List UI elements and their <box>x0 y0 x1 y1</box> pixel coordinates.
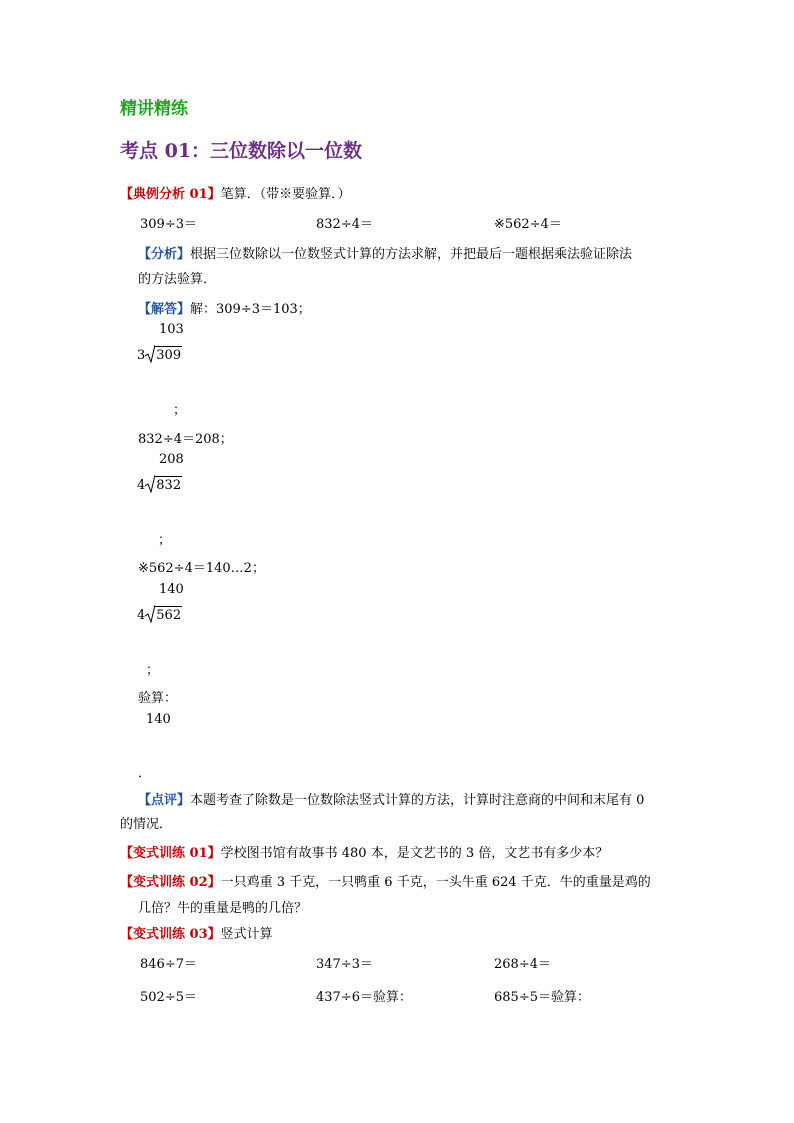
comment-line-2: 的情况． <box>120 817 173 832</box>
semicolon-2: ； <box>158 533 172 548</box>
exercise-2-2: 437÷6＝验算： <box>316 990 412 1005</box>
problem-2: 832÷4＝ <box>316 217 373 232</box>
div3-divisor: 4 <box>137 608 146 623</box>
analysis-text: 根据三位数除以一位数竖式计算的方法求解，并把最后一题根据乘法验证除法 <box>190 247 633 262</box>
div2-dividend: 832 <box>156 478 182 493</box>
comment-tag: 【点评】 <box>138 793 191 808</box>
training-1 <box>120 842 608 861</box>
training-3-tag: 【变式训练 03】 <box>120 927 221 942</box>
training-1-text: 学校图书馆有故事书 480 本，是文艺书的 3 倍，文艺书有多少本？ <box>220 846 609 861</box>
div1-divisor: 3 <box>137 348 146 363</box>
analysis-line-1 <box>138 243 632 262</box>
comment-text: 本题考查了除数是一位数除法竖式计算的方法，计算时注意商的中间和末尾有 0 <box>190 793 645 808</box>
problem-3: ※562÷4＝ <box>494 217 562 232</box>
div2-divisor: 4 <box>137 478 146 493</box>
analysis-line-2: 的方法验算． <box>138 272 217 287</box>
exercise-1-2: 347÷3＝ <box>316 957 373 972</box>
section-title: 精讲精练 <box>120 99 188 119</box>
div1-dividend: 309 <box>156 348 182 363</box>
div1-quotient: 103 <box>159 322 184 337</box>
example-prompt: 笔算．（带※要验算．） <box>220 187 351 202</box>
semicolon-1: ； <box>173 403 187 418</box>
training-3 <box>120 923 273 942</box>
equation-3: ※562÷4＝140…2； <box>138 561 265 576</box>
answer-tag: 【解答】 <box>138 302 191 317</box>
period: ． <box>138 766 152 781</box>
training-2-cont: 几倍？牛的重量是鸭的几倍？ <box>138 901 308 916</box>
semicolon-3: ； <box>146 663 160 678</box>
exercise-2-3: 685÷5＝验算： <box>494 990 590 1005</box>
exercise-1-1: 846÷7＝ <box>140 957 197 972</box>
training-2-tag: 【变式训练 02】 <box>120 875 221 890</box>
problem-1: 309÷3＝ <box>140 217 197 232</box>
training-1-tag: 【变式训练 01】 <box>120 846 221 861</box>
radical-sign-icon <box>145 475 155 493</box>
radical-sign-icon <box>145 605 155 623</box>
div3-dividend: 562 <box>156 608 182 623</box>
radical-sign-icon <box>145 345 155 363</box>
check-label: 验算： <box>138 691 178 706</box>
topic-heading: 考点 01：三位数除以一位数 <box>120 140 363 162</box>
check-value: 140 <box>146 712 171 727</box>
div3-quotient: 140 <box>159 582 184 597</box>
div2-longdivision <box>137 475 182 493</box>
div2-quotient: 208 <box>159 452 184 467</box>
exercise-2-1: 502÷5＝ <box>140 990 197 1005</box>
training-2-text: 一只鸡重 3 千克，一只鸭重 6 千克，一头牛重 624 千克．牛的重量是鸡的 <box>220 875 651 890</box>
equation-2: 832÷4＝208； <box>138 432 233 447</box>
div3-longdivision <box>137 605 182 623</box>
example-line <box>120 183 351 202</box>
answer-line <box>138 298 311 317</box>
analysis-tag: 【分析】 <box>138 247 191 262</box>
example-tag: 【典例分析 01】 <box>120 187 221 202</box>
training-3-text: 竖式计算 <box>220 927 273 942</box>
answer-intro: 解：309÷3＝103； <box>190 302 311 317</box>
training-2 <box>120 871 651 890</box>
div1-longdivision <box>137 345 182 363</box>
exercise-1-3: 268÷4＝ <box>494 957 551 972</box>
comment-line-1 <box>138 789 644 808</box>
